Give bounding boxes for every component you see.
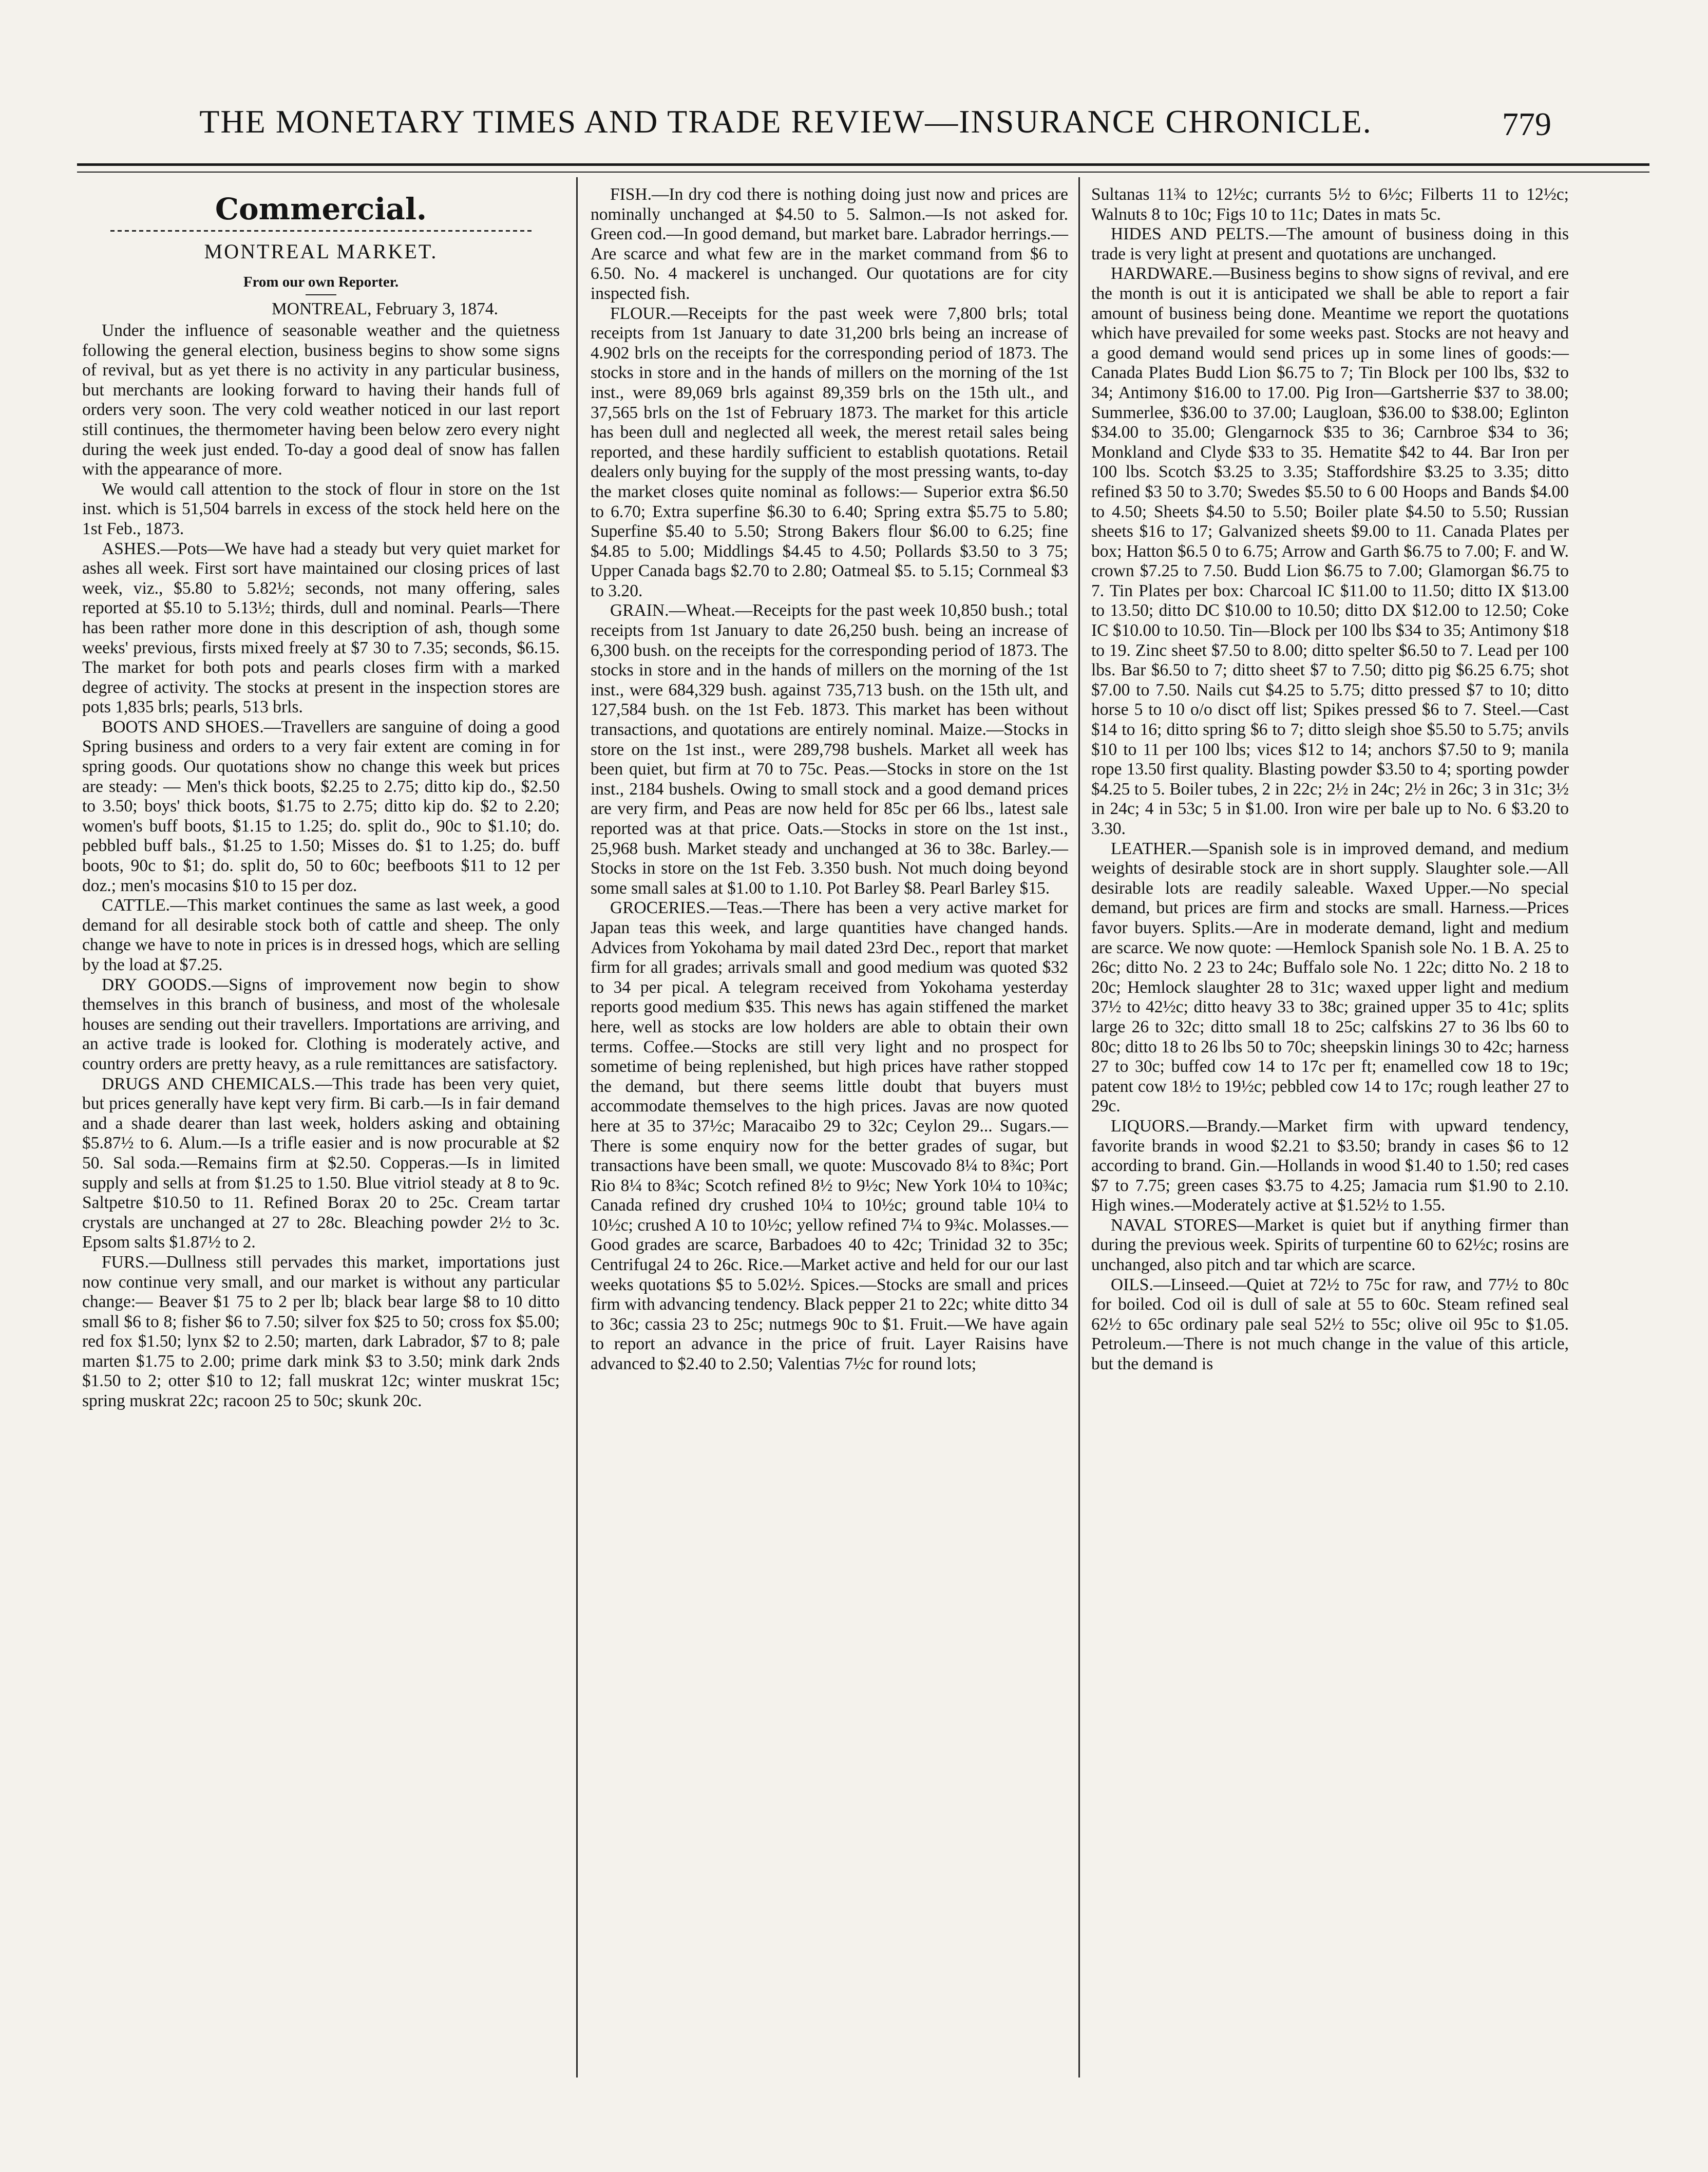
section-label: DRUGS AND CHEMICALS. <box>102 1074 315 1093</box>
paragraph-groceries <box>591 898 1068 1374</box>
paragraph-flour-stock: We would call attention to the stock of flour in store on the 1st inst. which is 51,504 barrels in excess of the stock held here on the 1st Feb., 1873. <box>82 479 560 538</box>
paragraph-ashes <box>82 539 560 717</box>
column-3 <box>1091 185 1569 1374</box>
section-label: HIDES AND PELTS. <box>1111 224 1269 244</box>
section-label: LIQUORS. <box>1111 1116 1190 1136</box>
paragraph-cattle <box>82 896 560 975</box>
heading-rule <box>110 230 532 232</box>
paragraph-hides <box>1091 224 1569 264</box>
top-rule-thick <box>77 163 1649 166</box>
section-text: —Receipts for the past week were 7,800 brls; total receipts from 1st January to date 31,200 brls being an increase of 4.902 brls on the receipts for the corresponding period of 1873. The stocks in store and in the hands of millers on the morning of the 1st inst., were 89,069 brls against 89,359 brls on the 15th ult., and 37,565 brls on the 1st of February 1873. The market for this article has been dull and neglected all week, the merest retail sales being reported, and these hardily sufficient to establish quotations. Retail dealers only buying for the supply of the most pressing wants, to-day the market closes quite nominal as follows:— Superior extra $6.50 to 6.70; Extra superfine $6.30 to 6.40; Spring extra $5.75 to 5.80; Superfine $5.40 to 5.50; Strong Bakers flour $6.00 to 6.25; fine $4.85 to 5.00; Middlings $4.45 to 4.50; Pollards $3.50 to 3 75; Upper Canada bags $2.70 to 2.80; Oatmeal $5. to 5.15; Cornmeal $3 to 3.20. <box>591 304 1068 600</box>
section-label: ASHES. <box>102 539 161 558</box>
byline: From our own Reporter. <box>243 274 399 290</box>
section-label: GROCERIES. <box>610 898 710 918</box>
top-rule-thin <box>77 172 1649 173</box>
section-text: —Brandy.—Market firm with upward tendency, favorite brands in wood $2.21 to $3.50; brandy in cases $6 to 12 according to brand. Gin.—Hollands in wood $1.40 to 1.50; red cases $7 to 7.75; green cases $3.75 to 4.25; Jamacia rum $1.90 to 2.10. High wines.—Moderately active at $1.52½ to 1.55. <box>1091 1116 1569 1215</box>
paragraph-boots <box>82 717 560 896</box>
section-text: —Signs of improvement now begin to show themselves in this branch of business, and most of the wholesale houses are sending out their travellers. Importations are arriving, and an active trade is looked for. Clothing is moderately active, and country orders are pretty heavy, as a rule remittances are satisfactory. <box>82 975 560 1073</box>
paragraph-flour <box>591 304 1068 601</box>
page-number: 779 <box>1502 106 1551 142</box>
section-text: —Spanish sole is in improved demand, and medium weights of desirable stock are in short supply. Slaughter sole.—All desirable lots are readily saleable. Waxed Upper.—No special demand, but prices are firm and stocks are small. Harness.—Prices favor buyers. Splits.—Are in moderate demand, light and medium are scarce. We now quote: —Hemlock Spanish sole No. 1 B. A. 25 to 26c; ditto No. 2 23 to 24c; Buffalo sole No. 1 22c; ditto No. 2 18 to 20c; Hemlock slaughter 28 to 31c; waxed upper light and medium 37½ to 42½c; ditto heavy 33 to 38c; grained upper 35 to 41c; splits large 26 to 32c; ditto small 18 to 25c; calfskins 27 to 36 lbs 60 to 80c; ditto 18 to 26 lbs 50 to 70c; sheepskin linings 30 to 42c; harness 27 to 30c; buffed cow 14 to 17c per ft; enamelled cow 18 to 19c; patent cow 18½ to 19½c; pebbled cow 14 to 17c; rough leather 27 to 29c. <box>1091 839 1569 1116</box>
section-label: HARDWARE. <box>1111 264 1213 284</box>
section-text: —Business begins to show signs of revival, and ere the month is out it is anticipated we shall be able to report a fair amount of business being done. Meantime we report the quotations which have prevailed for some weeks past. Stocks are not heavy and a good demand would send prices up in some lines of goods:—Canada Plates Budd Lion $6.75 to 7; Tin Block per 100 lbs, $32 to 34; Antimony $16.00 to 17.00. Pig Iron—Gartsherrie $37 to 38.00; Summerlee, $36.00 to 37.00; Laugloan, $36.00 to $38.00; Eglinton $34.00 to 35.00; Glengarnock $35 to 36; Carnbroe $34 to 36; Monkland and Clyde $33 to 35. Hematite $42 to 44. Bar Iron per 100 lbs. Scotch $3.25 to 3.35; Staffordshire $3.25 to 3.35; ditto refined $3 50 to 3.70; Swedes $5.50 to 6 00 Hoops and Bands $4.00 to 4.50; Sheets $4.50 to 5.50; Boiler plate $4.50 to 5.50; Russian sheets $16 to 17; Galvanized sheets $9.00 to 11. Canada Plates per box; Hatton $6.5 0 to 6.75; Arrow and Garth $6.75 to 7.00; F. and W. crown $7.25 to 7.50. Budd Lion $6.75 to 7.00; Glamorgan $6.75 to 7. Tin Plates per box: Charcoal IC $11.00 to 11.50; ditto IX $13.00 to 13.50; ditto DC $10.00 to 10.50; ditto DX $12.00 to 12.50; Coke IC $10.00 to 10.50. Tin—Block per 100 lbs $34 to 35; Antimony $18 to 19. Zinc sheet $7.50 to 8.00; ditto spelter $6.50 to 7. Lead per 100 lbs. Bar $6.50 to 7; ditto sheet $7 to 7.50; ditto pig $6.25 6.75; shot $7.00 to 7.50. Nails cut $4.25 to 5.75; ditto pressed $7 to 10; ditto horse 5 to 10 o/o disct off list; Spikes pressed $6 to 7. Steel.—Cast $14 to 16; ditto spring $6 to 7; ditto sleigh shoe $5.50 to 5.75; anvils $10 to 11 per 100 lbs; vices $12 to 14; anchors $7.50 to 9; manila rope 13.50 first quality. Blasting powder $3.50 to 4; sporting powder $4.25 to 5. Boiler tubes, 2 in 22c; 2½ in 24c; 2½ in 26c; 3 in 31c; 3½ in 24c; 4 in 53c; 5 in $1.00. Iron wire per bale up to No. 6 $3.20 to 3.30. <box>1091 264 1569 838</box>
article-title: MONTREAL MARKET. <box>204 240 438 263</box>
column-1 <box>82 185 560 1411</box>
paragraph-grain <box>591 601 1068 898</box>
paragraph-dry-goods <box>82 975 560 1074</box>
section-label: OILS. <box>1111 1275 1153 1294</box>
paragraph-drugs <box>82 1074 560 1253</box>
section-text: —This trade has been very quiet, but prices generally have kept very firm. Bi carb.—Is in fair demand and a shade dearer than last week, holders asking and obtaining $5.87½ to 6. Alum.—Is a trifle easier and is now procurable at $2 50. Sal soda.—Remains firm at $2.50. Copperas.—Is in limited supply and sells at from $1.25 to 1.50. Blue vitriol steady at 8 to 9c. Saltpetre $10.50 to 11. Refined Borax 20 to 25c. Cream tartar crystals are unchanged at 27 to 28c. Bleaching powder 2½ to 3c. Epsom salts $1.87½ to 2. <box>82 1074 560 1252</box>
running-title: THE MONETARY TIMES AND TRADE REVIEW—INSURANCE CHRONICLE. <box>199 103 1372 140</box>
section-text: —Wheat.—Receipts for the past week 10,850 bush.; total receipts from 1st January to date 26,250 bush. being an increase of 6,300 bush. on the receipts for the corresponding period of 1873. The stocks in store and in the hands of millers on the morning of the 1st inst., were 684,329 bush. against 735,713 bush. on the 15th ult, and 127,584 bush. on the 1st Feb. 1873. This market has been without transactions, and quotations are entirely nominal. Maize.—Stocks in store on the 1st inst., were 289,798 bushels. Market all week has been quiet, but firm at 70 to 75c. Peas.—Stocks in store on the 1st inst., 2184 bushels. Owing to small stock and a good demand prices are very firm, and Peas are now held for 85c per 66 lbs., latest sale reported was at that price. Oats.—Stocks in store on the 1st inst., 25,968 bush. Market steady and unchanged at 36 to 38c. Barley.—Stocks in store on the 1st Feb. 3.350 bush. Not much doing beyond some small sales at $1.00 to 1.10. Pot Barley $8. Pearl Barley $15. <box>591 601 1068 898</box>
section-text: —The amount of business doing in this trade is very light at present and quotations are unchanged. <box>1091 224 1569 263</box>
section-heading: Commercial. <box>215 192 427 226</box>
section-text: —Travellers are sanguine of doing a good Spring business and orders to a very fair extent are coming in for spring goods. Our quotations show no change this week but prices are steady: — Men's thick boots, $2.25 to 2.75; ditto kip do., $2.50 to 3.50; boys' thick boots, $1.75 to 2.75; ditto kip do. $2 to 2.20; women's buff boots, $1.15 to 1.25; do. split do., 90c to $1.10; do. pebbled buff bals., $1.25 to 1.50; Misses do. $1 to 1.25; do. buff boots, 90c to $1; do. split do, 50 to 60c; beefboots $11 to 12 per doz.; men's mocasins $10 to 15 per doz. <box>82 717 560 895</box>
section-label: DRY GOODS. <box>102 975 212 994</box>
section-label: FLOUR. <box>610 304 671 323</box>
paragraph-naval-stores <box>1091 1216 1569 1275</box>
dateline: MONTREAL, February 3, 1874. <box>271 299 498 318</box>
paragraph-oils <box>1091 1275 1569 1374</box>
paragraph-fish <box>591 185 1068 304</box>
paragraph-fruit-continued: Sultanas 11¾ to 12½c; currants 5½ to 6½c; Filberts 11 to 12½c; Walnuts 8 to 10c; Figs 10 to 11c; Dates in mats 5c. <box>1091 185 1569 224</box>
section-text: —In dry cod there is nothing doing just now and prices are nominally unchanged at $4.50 to 5. Salmon.—Is not asked for. Green cod.—In good demand, but market bare. Labrador herrings.—Are scarce and what few are in the market command from $6 to 6.50. No. 4 mackerel is unchanged. Our quotations are for city inspected fish. <box>591 185 1068 303</box>
section-label: FISH. <box>610 185 652 204</box>
paragraph-furs <box>82 1253 560 1411</box>
column-divider-2 <box>1078 177 1080 2077</box>
section-text: —Pots—We have had a steady but very quiet market for ashes all week. First sort have maintained our closing prices of last week, viz., $5.80 to 5.82½; seconds, not many offering, sales reported at $5.10 to 5.13½; thirds, dull and nominal. Pearls—There has been rather more done in this description of ash, though some weeks' previous, firsts mixed freely at $7 30 to 7.35; seconds, $6.15. The market for both pots and pearls closes firm with a marked degree of activity. The stocks at present in the inspection stores are pots 1,835 brls; pearls, 513 brls. <box>82 539 560 717</box>
section-label: FURS. <box>102 1252 149 1272</box>
section-label: CATTLE. <box>102 896 170 915</box>
section-label: GRAIN. <box>610 601 669 620</box>
column-2 <box>591 185 1068 1374</box>
section-label: NAVAL STORES <box>1111 1215 1238 1235</box>
section-label: LEATHER. <box>1111 839 1192 858</box>
section-label: BOOTS AND SHOES. <box>102 717 264 736</box>
section-text: —Linseed.—Quiet at 72½ to 75c for raw, and 77½ to 80c for boiled. Cod oil is dull of sale at 55 to 60c. Steam refined seal 62½ to 65c ordinary pale seal 52½ to 55c; olive oil 95c to $1.05. Petroleum.—There is not much change in the value of this article, but the demand is <box>1091 1275 1569 1374</box>
byline-rule <box>306 294 336 295</box>
paragraph-liquors <box>1091 1117 1569 1216</box>
paragraph-leather <box>1091 839 1569 1117</box>
section-text: —Teas.—There has been a very active market for Japan teas this week, and large quantities have changed hands. Advices from Yokohama by mail dated 23rd Dec., report that market firm for all grades; arrivals small and good medium was quoted $32 to 34 per pical. A telegram received from Yokohama yesterday reports good medium $35. This news has again stiffened the market here, well as stocks are low holders are able to obtain their own terms. Coffee.—Stocks are still very light and no prospect for sometime of being replenished, but high prices have rather stopped the demand, but there seems little doubt that buyers must accommodate themselves to the high prices. Javas are now quoted here at 35 to 37½c; Maracaibo 29 to 32c; Ceylon 29... Sugars.—There is some enquiry now for the better grades of sugar, but transactions have been small, we quote: Muscovado 8¼ to 8¾c; Port Rio 8¼ to 8¾c; Scotch refined 8½ to 9½c; New York 10¼ to 10¾c; Canada refined dry crushed 10¼ to 10½c; ground table 10¼ to 10½c; crushed A 10 to 10½c; yellow refined 7¼ to 9¾c. Molasses.—Good grades are scarce, Barbadoes 40 to 42c; Trinidad 32 to 35c; Centrifugal 24 to 26c. Rice.—Market active and held for our our last weeks quotations $5 to 5.02½. Spices.—Stocks are small and prices firm with advancing tendency. Black pepper 21 to 22c; white ditto 34 to 36c; cassia 23 to 25c; nutmegs 90c to $1. Fruit.—We have again to report an advance in the price of fruit. Layer Raisins have advanced to $2.40 to 2.50; Valentias 7½c for round lots; <box>591 898 1069 1374</box>
section-text: —Dullness still pervades this market, importations just now continue very small, and our market is without any particular change:— Beaver $1 75 to 2 per lb; black bear large $8 to 10 ditto small $6 to 8; fisher $6 to 7.50; silver fox $25 to 50; cross fox $5.00; red fox $1.50; lynx $2 to 2.50; marten, dark Labrador, $7 to 8; pale marten $1.75 to 2.00; prime dark mink $3 to 3.50; mink dark 2nds $1.50 to 2; otter $10 to 12; fall muskrat 12c; winter muskrat 15c; spring muskrat 22c; racoon 25 to 50c; skunk 20c. <box>82 1252 560 1411</box>
paragraph-intro: Under the influence of seasonable weather and the quietness following the general election, business begins to show some signs of revival, but as yet there is no activity in any particular business, but merchants are looking forward to having their hands full of orders very soon. The very cold weather noticed in our last report still continues, the thermometer having been below zero every night during the week just ended. To-day a good deal of snow has fallen with the appearance of more. <box>82 321 560 479</box>
section-text: —Market is quiet but if anything firmer than during the previous week. Spirits of turpentine 60 to 62½c; rosins are unchanged, also pitch and tar which are scarce. <box>1091 1215 1569 1275</box>
paragraph-hardware <box>1091 264 1569 839</box>
section-text: —This market continues the same as last week, a good demand for all desirable stock both of cattle and sheep. The only change we have to note in prices is in dressed hogs, which are selling by the load at $7.25. <box>82 896 560 974</box>
column-divider-1 <box>576 177 578 2077</box>
